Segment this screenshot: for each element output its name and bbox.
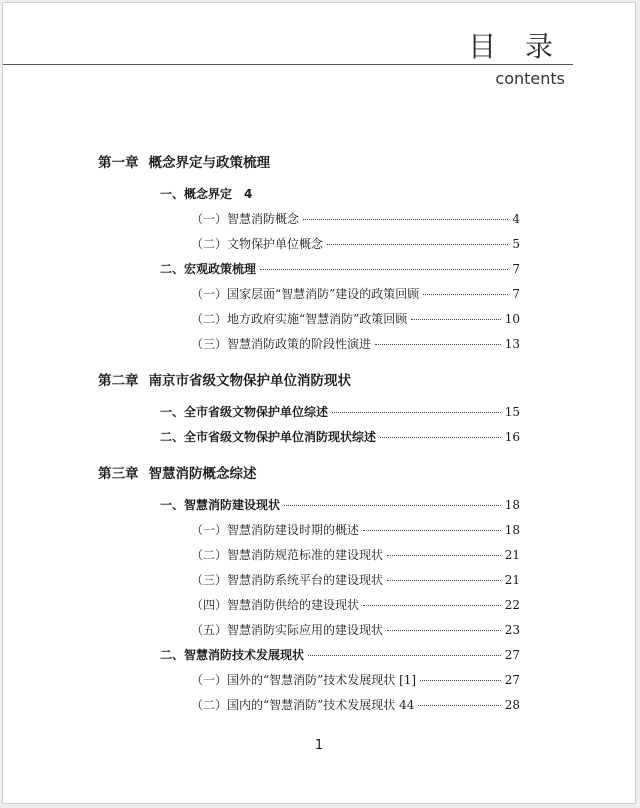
entry-title: 一、概念界定 4	[160, 187, 253, 201]
entry-page-number: 27	[504, 648, 520, 662]
chapter-number: 第二章	[98, 373, 139, 389]
entry-page-number: 18	[504, 523, 520, 537]
dot-leader	[363, 605, 501, 606]
entry-title: （三）智慧消防系统平台的建设现状	[191, 573, 384, 587]
toc-section[interactable]	[160, 646, 520, 663]
dot-leader	[387, 555, 501, 556]
toc-subsection[interactable]	[191, 210, 520, 227]
chapter-number: 第三章	[98, 466, 139, 482]
dot-leader	[363, 530, 501, 531]
entry-title: （五）智慧消防实际应用的建设现状	[191, 623, 384, 637]
dot-leader	[332, 412, 501, 413]
entry-title: （一）国家层面“智慧消防”建设的政策回顾	[191, 287, 420, 301]
entry-page-number: 21	[504, 573, 520, 587]
chapter-number: 第一章	[98, 155, 139, 171]
toc-subsection[interactable]	[191, 696, 520, 713]
entry-page-number: 7	[512, 262, 520, 276]
toc-chapter[interactable]	[98, 462, 257, 482]
entry-page-number: 27	[504, 673, 520, 687]
toc-subsection[interactable]	[191, 335, 520, 352]
entry-title: （一）智慧消防建设时期的概述	[191, 523, 360, 537]
entry-page-number: 21	[504, 548, 520, 562]
entry-page-number: 28	[504, 698, 520, 712]
dot-leader	[284, 505, 501, 506]
dot-leader	[303, 219, 508, 220]
entry-title: （二）国内的“智慧消防”技术发展现状 44	[191, 698, 415, 712]
entry-page-number: 15	[504, 405, 520, 419]
entry-page-number: 5	[512, 237, 520, 251]
toc-section[interactable]	[160, 185, 520, 202]
toc-subsection[interactable]	[191, 285, 520, 302]
dot-leader	[387, 630, 501, 631]
entry-page-number: 10	[504, 312, 520, 326]
dot-leader	[387, 580, 501, 581]
chapter-title: 智慧消防概念综述	[148, 466, 257, 482]
entry-page-number: 22	[504, 598, 520, 612]
header-rule	[3, 64, 573, 65]
entry-page-number: 18	[504, 498, 520, 512]
toc-section[interactable]	[160, 496, 520, 513]
dot-leader	[423, 294, 508, 295]
entry-title: 二、智慧消防技术发展现状	[160, 648, 305, 662]
dot-leader	[420, 680, 501, 681]
dot-leader	[308, 655, 501, 656]
toc-subsection[interactable]	[191, 671, 520, 688]
entry-title: 一、智慧消防建设现状	[160, 498, 281, 512]
entry-page-number: 23	[504, 623, 520, 637]
page-number: 1	[314, 738, 324, 753]
dot-leader	[375, 344, 501, 345]
entry-page-number: 13	[504, 337, 520, 351]
toc-subsection[interactable]	[191, 310, 520, 327]
entry-title: （一）智慧消防概念	[191, 212, 300, 226]
page-subtitle: contents	[495, 69, 565, 88]
toc-subsection[interactable]	[191, 521, 520, 538]
toc-subsection[interactable]	[191, 571, 520, 588]
toc-section[interactable]	[160, 260, 520, 277]
entry-page-number: 4	[512, 212, 520, 226]
toc-subsection[interactable]	[191, 596, 520, 613]
toc-subsection[interactable]	[191, 621, 520, 638]
chapter-title: 概念界定与政策梳理	[148, 155, 270, 171]
entry-page-number: 16	[504, 430, 520, 444]
entry-title: （二）智慧消防规范标准的建设现状	[191, 548, 384, 562]
toc-chapter[interactable]	[98, 369, 351, 389]
entry-page-number: 7	[512, 287, 520, 301]
toc-section[interactable]	[160, 428, 520, 445]
toc-section[interactable]	[160, 403, 520, 420]
entry-title: 二、全市省级文物保护单位消防现状综述	[160, 430, 377, 444]
dot-leader	[411, 319, 500, 320]
toc-page	[2, 2, 636, 804]
dot-leader	[260, 269, 508, 270]
page-title: 目 录	[468, 30, 563, 63]
toc-chapter[interactable]	[98, 151, 270, 171]
entry-title: （四）智慧消防供给的建设现状	[191, 598, 360, 612]
dot-leader	[380, 437, 501, 438]
entry-title: （三）智慧消防政策的阶段性演进	[191, 337, 372, 351]
toc-subsection[interactable]	[191, 546, 520, 563]
entry-title: 二、宏观政策梳理	[160, 262, 257, 276]
dot-leader	[327, 244, 508, 245]
entry-title: （二）文物保护单位概念	[191, 237, 324, 251]
entry-title: 一、全市省级文物保护单位综述	[160, 405, 329, 419]
chapter-title: 南京市省级文物保护单位消防现状	[148, 373, 351, 389]
entry-title: （一）国外的“智慧消防”技术发展现状 [1]	[191, 673, 417, 687]
entry-title: （二）地方政府实施“智慧消防”政策回顾	[191, 312, 408, 326]
dot-leader	[418, 705, 500, 706]
toc-subsection[interactable]	[191, 235, 520, 252]
